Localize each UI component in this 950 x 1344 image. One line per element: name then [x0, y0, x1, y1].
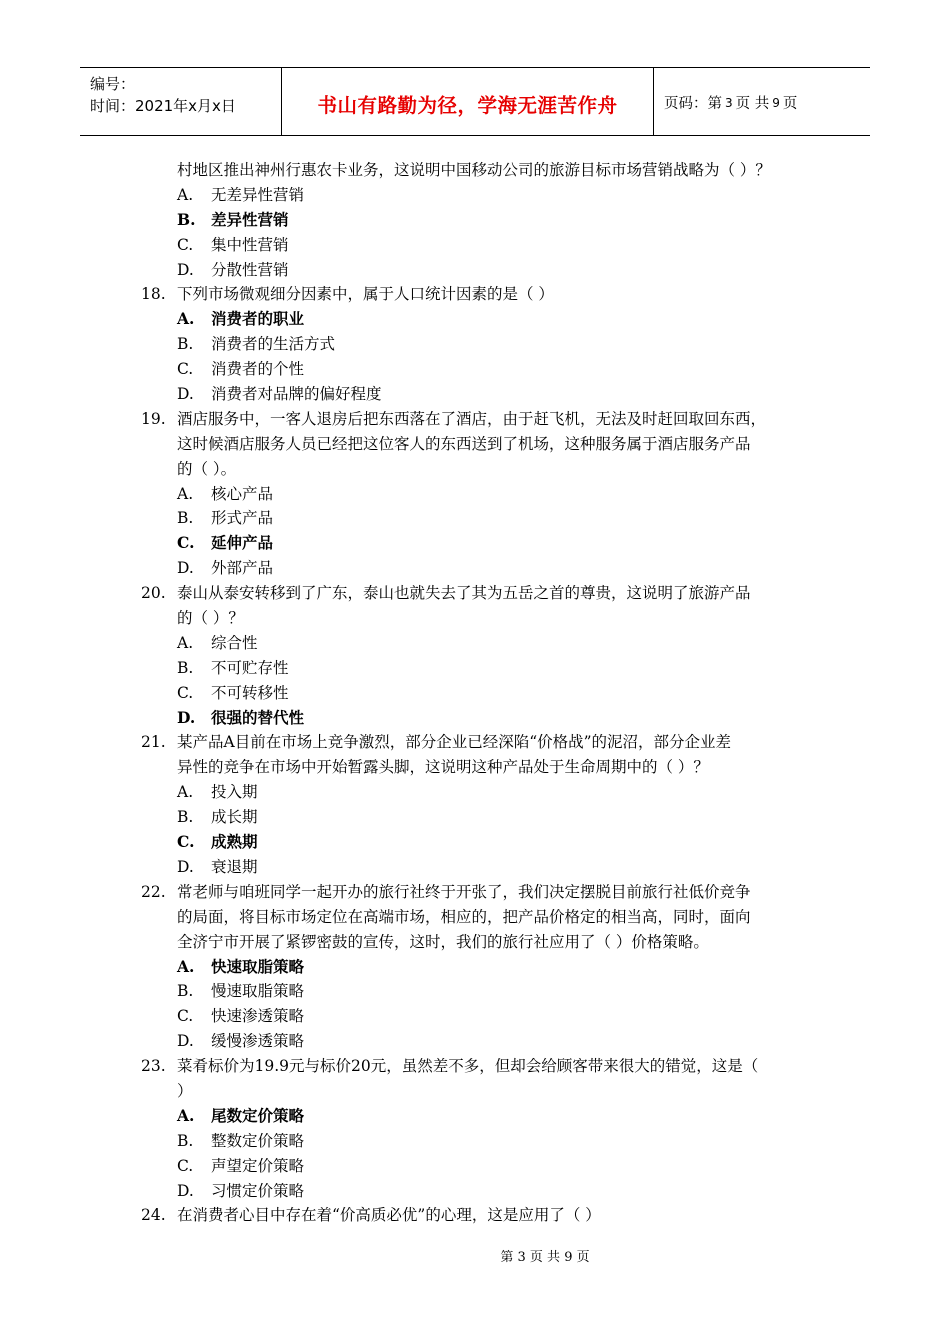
- question-text-line: 下列市场微观细分因素中，属于人口统计因素的是（ ）: [177, 285, 554, 304]
- answer-option: [0, 830, 950, 855]
- option-letter: A.: [177, 484, 194, 503]
- option-letter: D.: [177, 707, 196, 727]
- question-text-line: 酒店服务中，一客人退房后把东西落在了酒店，由于赶飞机，无法及时赶回取回东西，: [177, 409, 767, 428]
- answer-option: [0, 1129, 950, 1154]
- page-mid: 页 共: [735, 96, 770, 112]
- page-prefix: 页码：第: [664, 96, 722, 112]
- question-stem-cont: [0, 1079, 950, 1104]
- question-stem: [0, 1203, 950, 1228]
- answer-option: [0, 233, 950, 258]
- option-text: 形式产品: [211, 509, 274, 528]
- question-stem: [0, 282, 950, 307]
- option-letter: D.: [177, 1181, 194, 1200]
- option-text: 综合性: [211, 633, 258, 652]
- option-text: 成熟期: [211, 832, 258, 852]
- question-number: 19.: [141, 409, 166, 428]
- option-letter: A.: [177, 783, 194, 802]
- question-continued-line: [0, 158, 950, 183]
- option-letter: D.: [177, 559, 194, 578]
- question-text-line: 某产品A目前在市场上竞争激烈，部分企业已经深陷“价格战”的泥沼，部分企业差: [177, 733, 732, 752]
- option-letter: C.: [177, 360, 194, 379]
- option-text: 衰退期: [211, 857, 258, 876]
- option-letter: D.: [177, 385, 194, 404]
- option-text: 无差异性营销: [211, 185, 305, 204]
- question-list: [0, 158, 950, 1228]
- answer-option: [0, 855, 950, 880]
- question-text-line: 全济宁市开展了紧锣密鼓的宣传，这时，我们的旅行社应用了（ ）价格策略。: [177, 932, 709, 951]
- option-text: 缓慢渗透策略: [211, 1032, 305, 1051]
- option-text: 声望定价策略: [211, 1156, 305, 1175]
- question-stem: [0, 1054, 950, 1079]
- option-letter: A.: [177, 1105, 195, 1125]
- option-text: 消费者的职业: [211, 309, 305, 329]
- option-letter: D.: [177, 1032, 194, 1051]
- option-letter: A.: [177, 309, 195, 329]
- option-letter: B.: [177, 209, 196, 229]
- option-text: 集中性营销: [211, 235, 289, 254]
- option-letter: A.: [177, 185, 194, 204]
- option-letter: C.: [177, 683, 194, 702]
- question-stem: [0, 581, 950, 606]
- answer-option: [0, 805, 950, 830]
- question-number: 18.: [141, 285, 166, 304]
- page-current: 3: [725, 95, 733, 110]
- answer-option: [0, 780, 950, 805]
- option-text: 核心产品: [211, 484, 274, 503]
- question-stem: [0, 730, 950, 755]
- option-text: 尾数定价策略: [211, 1105, 305, 1125]
- code-label: 编号：: [90, 75, 136, 93]
- answer-option: [0, 955, 950, 980]
- option-text: 成长期: [211, 808, 258, 827]
- question-text-line: 的（ ）。: [177, 459, 237, 478]
- answer-option: [0, 357, 950, 382]
- question-stem-cont: [0, 755, 950, 780]
- option-text: 差异性营销: [211, 209, 289, 229]
- question-stem: [0, 407, 950, 432]
- option-letter: D.: [177, 260, 194, 279]
- question-number: 24.: [141, 1206, 166, 1225]
- option-letter: C.: [177, 235, 194, 254]
- answer-option: [0, 183, 950, 208]
- answer-option: [0, 1104, 950, 1129]
- page-suffix: 页: [782, 96, 798, 112]
- answer-option: [0, 1179, 950, 1204]
- option-letter: B.: [177, 509, 194, 528]
- option-text: 不可转移性: [211, 683, 289, 702]
- header-meta: [80, 68, 282, 135]
- question-stem-cont: [0, 930, 950, 955]
- question-stem: [0, 880, 950, 905]
- answer-option: [0, 531, 950, 556]
- option-letter: C.: [177, 533, 195, 553]
- option-text: 不可贮存性: [211, 658, 289, 677]
- answer-option: [0, 656, 950, 681]
- header-page-number: [654, 68, 870, 135]
- option-text: 习惯定价策略: [211, 1181, 305, 1200]
- question-text-line: 的（ ）？: [177, 609, 244, 628]
- question-text-line: 在消费者心目中存在着“价高质必优”的心理，这是应用了（ ）: [177, 1206, 601, 1225]
- question-text-line: 村地区推出神州行惠农卡业务，这说明中国移动公司的旅游目标市场营销战略为（ ）？: [177, 161, 771, 179]
- option-letter: B.: [177, 1131, 194, 1150]
- option-letter: B.: [177, 982, 194, 1001]
- answer-option: [0, 1029, 950, 1054]
- option-letter: D.: [177, 857, 194, 876]
- question-stem-cont: [0, 606, 950, 631]
- header-motto: 书山有路勤为径，学海无涯苦作舟: [282, 68, 654, 135]
- option-letter: B.: [177, 808, 194, 827]
- answer-option: [0, 382, 950, 407]
- option-text: 快速取脂策略: [211, 956, 305, 976]
- option-text: 快速渗透策略: [211, 1007, 305, 1026]
- time-label: 时间：2021年x月x日: [90, 97, 236, 115]
- answer-option: [0, 506, 950, 531]
- option-letter: C.: [177, 1007, 194, 1026]
- question-stem-cont: [0, 432, 950, 457]
- option-text: 分散性营销: [211, 260, 289, 279]
- option-letter: C.: [177, 1156, 194, 1175]
- question-number: 21.: [141, 733, 166, 752]
- option-letter: C.: [177, 832, 195, 852]
- option-letter: A.: [177, 633, 194, 652]
- answer-option: [0, 979, 950, 1004]
- option-text: 很强的替代性: [211, 707, 305, 727]
- option-letter: B.: [177, 335, 194, 354]
- question-text-line: 常老师与咱班同学一起开办的旅行社终于开张了，我们决定摆脱目前旅行社低价竞争: [177, 882, 751, 901]
- question-text-line: 这时候酒店服务人员已经把这位客人的东西送到了机场，这种服务属于酒店服务产品: [177, 434, 751, 453]
- question-stem-cont: [0, 457, 950, 482]
- question-number: 20.: [141, 584, 166, 603]
- answer-option: [0, 1154, 950, 1179]
- answer-option: [0, 332, 950, 357]
- answer-option: [0, 681, 950, 706]
- answer-option: [0, 1004, 950, 1029]
- option-text: 慢速取脂策略: [211, 982, 305, 1001]
- question-text-line: 异性的竞争在市场中开始暂露头脚，这说明这种产品处于生命周期中的（ ）？: [177, 758, 709, 777]
- option-text: 消费者对品牌的偏好程度: [211, 385, 382, 404]
- page-header: [80, 67, 870, 136]
- page-total: 9: [772, 95, 780, 110]
- question-text-line: 的局面，将目标市场定位在高端市场，相应的，把产品价格定的相当高，同时，面向: [177, 907, 751, 926]
- question-stem-cont: [0, 905, 950, 930]
- answer-option: [0, 706, 950, 731]
- question-text-line: 泰山从泰安转移到了广东，泰山也就失去了其为五岳之首的尊贵，这说明了旅游产品: [177, 584, 751, 603]
- answer-option: [0, 631, 950, 656]
- answer-option: [0, 482, 950, 507]
- option-text: 消费者的生活方式: [211, 335, 336, 354]
- option-text: 整数定价策略: [211, 1131, 305, 1150]
- question-text-line: 菜肴标价为19.9元与标价20元，虽然差不多，但却会给顾客带来很大的错觉，这是（: [177, 1057, 759, 1076]
- answer-option: [0, 208, 950, 233]
- option-text: 外部产品: [211, 559, 274, 578]
- question-number: 22.: [141, 882, 166, 901]
- option-letter: B.: [177, 658, 194, 677]
- question-number: 23.: [141, 1057, 166, 1076]
- option-text: 投入期: [211, 783, 258, 802]
- option-text: 消费者的个性: [211, 360, 305, 379]
- page-footer: 第 3 页 共 9 页: [500, 1250, 590, 1265]
- option-text: 延伸产品: [211, 533, 274, 553]
- answer-option: [0, 556, 950, 581]
- answer-option: [0, 258, 950, 283]
- answer-option: [0, 307, 950, 332]
- option-letter: A.: [177, 956, 195, 976]
- question-text-line: ）: [177, 1081, 193, 1100]
